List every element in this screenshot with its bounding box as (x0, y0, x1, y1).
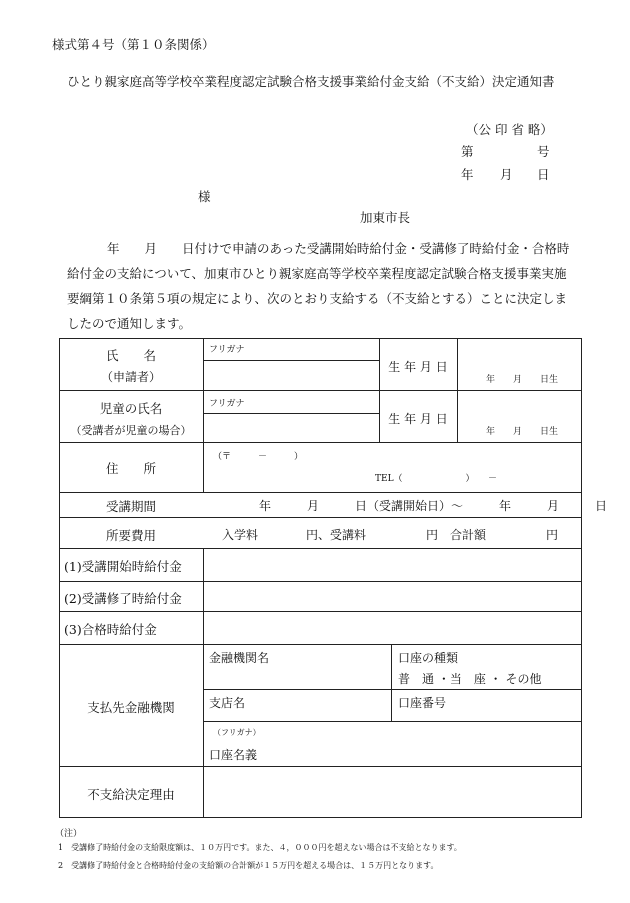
child-furigana-label: フリガナ (209, 399, 245, 409)
cost-label: 所要費用 (105, 528, 156, 543)
note-item: 1 受講修了時給付金の支給限度額は、１０万円です。また、４，０００円を超えない場合は不支給となります。 (58, 843, 462, 852)
account-type-label: 口座の種類 (398, 651, 459, 665)
document-title: ひとり親家庭高等学校卒業程度認定試験合格支援事業給付金支給（不支給）決定通知書 (67, 74, 555, 89)
notes-heading: （注） (55, 829, 83, 839)
bank-section-label: 支払先金融機関 (87, 700, 175, 715)
body-line: 給付金の支給について、加東市ひとり親家庭高等学校卒業程度認定試験合格支援事業実施 (67, 266, 567, 281)
child-note: （受講者が児童の場合） (70, 424, 192, 437)
child-name-label: 児童の氏名 (99, 401, 163, 416)
doc-date-year: 年 (461, 167, 474, 182)
notice-body (67, 236, 587, 336)
postal-code-field: （〒 － ） (213, 452, 304, 462)
account-type-options: 普 通 ・当 座 ・ その他 (398, 672, 542, 686)
doc-date-day: 日 (537, 167, 550, 182)
doc-date-month: 月 (500, 167, 513, 182)
tel-field: TEL（ ） － (375, 474, 498, 484)
child-birth-label: 生 年 月 日 (388, 412, 448, 426)
benefit-pass-label: (3)合格時給付金 (64, 622, 157, 637)
rejection-reason-label: 不支給決定理由 (87, 787, 175, 802)
applicant-note: （申請者） (100, 370, 161, 384)
body-line: 要綱第１０条第５項の規定により、次のとおり支給する（不支給とする）ことに決定しま (67, 291, 568, 306)
child-birth-date: 年 月 日生 (486, 427, 559, 437)
holder-furigana-label: （フリガナ） (213, 728, 261, 737)
period-value: 年 月 日（受講開始日）～ 年 月 日 (259, 499, 608, 513)
applicant-name-label: 氏 名 (105, 348, 156, 363)
benefit-completion-label: (2)受講修了時給付金 (64, 591, 182, 606)
address-label: 住 所 (105, 461, 156, 476)
account-number-label: 口座番号 (398, 696, 447, 710)
applicant-birth-label: 生 年 月 日 (388, 360, 448, 374)
note-item: 2 受講修了時給付金と合格時給付金の支給額の合計額が１５万円を超える場合は、１５万円となります。 (58, 861, 439, 870)
branch-name-label: 支店名 (209, 696, 246, 710)
form-number: 様式第４号（第１０条関係） (52, 37, 215, 52)
cost-value: 入学料 円、受講料 円 合計額 円 (222, 528, 559, 542)
applicant-birth-date: 年 月 日生 (486, 375, 559, 385)
doc-number-suffix: 号 (537, 144, 550, 159)
seal-omitted-note: （公 印 省 略） (466, 122, 553, 137)
bank-name-label: 金融機関名 (209, 651, 270, 665)
issuer: 加東市長 (360, 210, 411, 225)
period-label: 受講期間 (105, 499, 156, 514)
body-line: したので通知します。 (67, 316, 192, 331)
account-holder-label: 口座名義 (209, 748, 258, 762)
doc-number-prefix: 第 (461, 144, 474, 159)
benefit-start-label: (1)受講開始時給付金 (64, 559, 182, 574)
applicant-furigana-label: フリガナ (209, 345, 245, 355)
addressee-suffix: 様 (198, 189, 211, 204)
body-line: 年 月 日付けで申請のあった受講開始時給付金・受講修了時給付金・合格時 (107, 241, 570, 256)
